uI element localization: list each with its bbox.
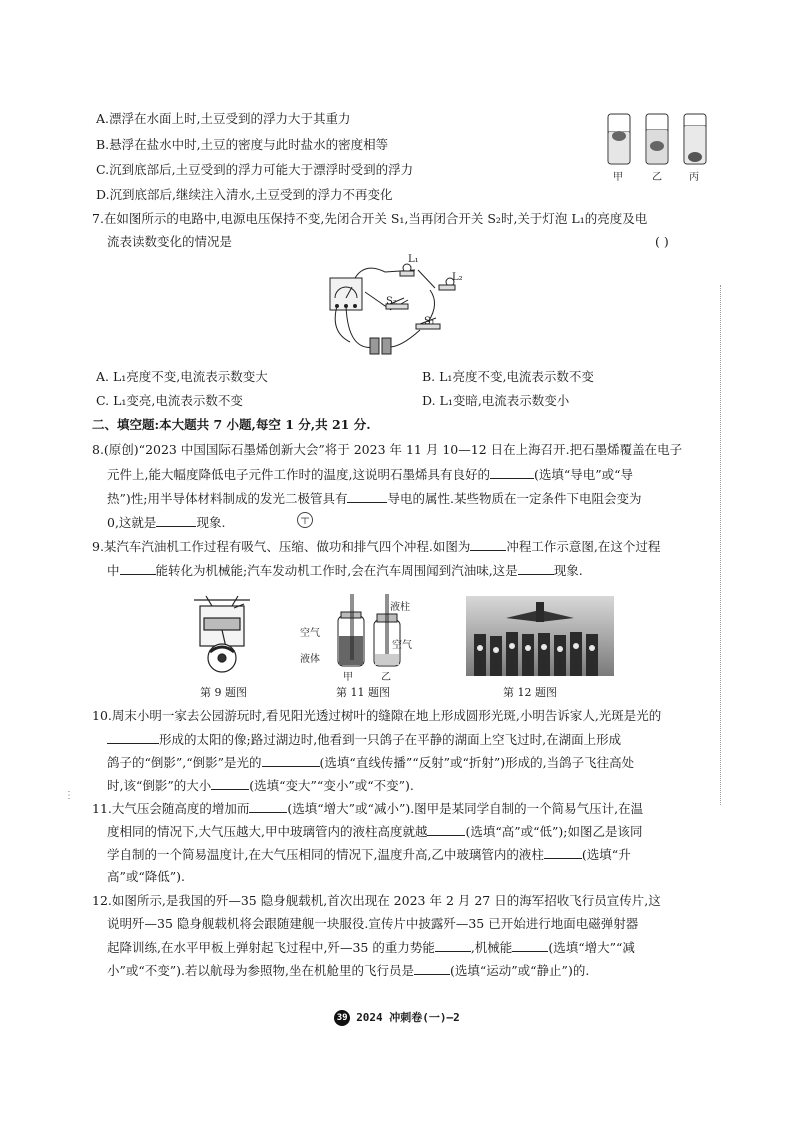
q8-text: (选填“导电”或“导 [533,467,634,482]
q12-text: ,机械能 [470,940,513,955]
q11-text: 学自制的一个简易温度计,在大气压相同的情况下,温度升高,乙中玻璃管内的液柱 [107,847,544,862]
q8-line1: 8.(原创)“2023 中国国际石墨烯创新大会”将于 2023 年 11 月 10—12 日在上海召开.把石墨烯覆盖在电子 [92,442,683,457]
q7-option-c: C. L₁变亮,电流表示数不变 [96,393,243,408]
q11-label-column: 液柱 [390,602,410,613]
q11-label-jia: 甲 [343,672,353,683]
q6-label-jia: 甲 [613,172,623,183]
q6-option-a: A.漂浮在水面上时,土豆受到的浮力大于其重力 [96,111,351,126]
q10-line2 [107,731,621,748]
q10-text: 形成的太阳的像;路过湖边时,他看到一只鸽子在平静的湖面上空飞过时,在湖面上形成 [159,732,622,747]
q10-blank-3[interactable] [211,777,249,790]
q11-line1 [92,800,643,817]
q12-blank-2[interactable] [512,939,548,952]
q6-option-b: B.悬浮在盐水中时,土豆的密度与此时盐水的密度相等 [96,137,389,152]
caption-fig9: 第 9 题图 [200,686,247,699]
q10-blank-2[interactable] [262,754,320,767]
q8-text: 元件上,能大幅度降低电子元件工作时的温度,这说明石墨烯具有良好的 [107,467,490,482]
q8-line4 [107,514,225,531]
q12-text: (选填“运动”或“静止”)的. [450,963,590,978]
q9-blank-3[interactable] [518,562,554,575]
q6-label-yi: 乙 [652,172,662,183]
q8-text: 热”)性;用半导体材料制成的发光二极管具有 [107,491,348,506]
q12-blank-3[interactable] [414,962,450,975]
q7-label-s2: S₂ [386,296,397,307]
q8-line2 [107,466,633,483]
q10-line1: 10.周末小明一家去公园游玩时,看见阳光透过树叶的缝隙在地上形成圆形光斑,小明告诉家人,光斑是光的 [92,708,662,723]
q8-blank-3[interactable] [156,514,196,527]
q7-answer-parens: ( ) [655,234,669,249]
q8-text: 现象. [196,515,226,530]
q12-photo-figure [466,596,614,676]
q8-text: 导电的属性.某些物质在一定条件下电阻会变为 [387,491,642,506]
q11-label-yi: 乙 [381,672,391,683]
q11-text: (选填“升 [581,847,631,862]
q7-circuit-figure [320,252,480,364]
q11-blank-2[interactable] [427,823,465,836]
q12-text: 起降训练,在水平甲板上弹射起飞过程中,歼—35 的重力势能 [107,940,435,955]
footer-text: 2024 冲刺卷(一)—2 [356,1011,460,1024]
q11-blank-1[interactable] [249,800,287,813]
q7-stem-line1: 7.在如图所示的电路中,电源电压保持不变,先闭合开关 S₁,当再闭合开关 S₂时,关于灯泡 L₁的亮度及电 [92,211,648,226]
q11-text: 度相同的情况下,大气压越大,甲中玻璃管内的液柱高度就越 [107,824,428,839]
q12-blank-1[interactable] [435,939,471,952]
q12-line1: 12.如图所示,是我国的歼—35 隐身舰载机,首次出现在 2023 年 2 月 27 日的海军招收飞行员宣传片,这 [92,893,661,908]
q8-line3 [107,490,641,507]
q11-label-air1: 空气 [300,628,320,639]
margin-dotted-line [720,285,721,805]
page-footer [0,1009,794,1026]
q10-text: 鸽子的“倒影”,“倒影”是光的 [107,755,262,770]
q8-blank-1[interactable] [490,466,534,479]
q7-label-s1: S₁ [424,316,435,327]
q9-line2 [107,562,583,579]
page-number-badge: 39 [334,1010,350,1026]
binding-dots: ⋮ [64,790,74,801]
q9-blank-2[interactable] [120,562,156,575]
q9-text: 9.某汽车汽油机工作过程有吸气、压缩、做功和排气四个冲程.如图为 [92,539,471,554]
q11-line2 [107,823,642,840]
q11-text: (选填“高”或“低”);如图乙是该同 [465,824,643,839]
q6-option-c: C.沉到底部后,土豆受到的浮力可能大于漂浮时受到的浮力 [96,162,414,177]
q6-label-bing: 丙 [689,172,699,183]
q9-text: 中 [107,563,120,578]
q9-line1 [92,538,660,555]
q12-line2: 说明歼—35 隐身舰载机将会跟随建舰一块服役.宣传片中披露歼—35 已开始进行地面电磁弹射器 [107,916,639,931]
q12-text: 小”或“不变”).若以航母为参照物,坐在机舱里的飞行员是 [107,963,414,978]
q9-text: 能转化为机械能;汽车发动机工作时,会在汽车周围闻到汽油味,这是 [155,563,518,578]
q7-option-a: A. L₁亮度不变,电流表示数变大 [96,369,268,384]
q12-line3 [107,939,635,956]
q10-text: (选填“直线传播”“反射”或“折射”)形成的,当鸽子飞往高处 [319,755,635,770]
q9-text: 现象. [553,563,583,578]
q7-option-d: D. L₁变暗,电流表示数变小 [422,393,570,408]
q12-line4 [107,962,589,979]
q9-engine-figure [186,594,258,678]
q9-blank-1[interactable] [470,538,506,551]
q10-line4 [107,777,414,794]
q11-text: 11.大气压会随高度的增加而 [92,801,250,816]
q7-label-l2: L₂ [452,272,463,283]
q6-option-d: D.沉到底部后,继续注入清水,土豆受到的浮力不再变化 [96,187,393,202]
q11-label-liquid: 液体 [300,654,320,665]
q11-line4: 高”或“降低”). [107,869,186,884]
section2-heading: 二、填空题:本大题共 7 小题,每空 1 分,共 21 分. [92,417,371,432]
caption-fig12: 第 12 题图 [503,686,557,699]
q11-line3 [107,846,631,863]
q7-stem-line2: 流表读数变化的情况是 [107,234,233,249]
q12-text: (选填“增大”“减 [548,940,635,955]
q9-text: 冲程工作示意图,在这个过程 [506,539,661,554]
q10-text: 时,该“倒影”的大小 [107,778,212,793]
q11-label-air2: 空气 [392,640,412,651]
q11-text: (选填“增大”或“减小”).图甲是某同学自制的一个简易气压计,在温 [287,801,644,816]
q11-blank-3[interactable] [544,846,582,859]
q10-blank-1[interactable] [107,731,159,744]
q7-option-b: B. L₁亮度不变,电流表示数不变 [422,369,594,384]
stamp-mark-icon [296,511,314,529]
q10-text: (选填“变大”“变小”或“不变”). [249,778,414,793]
q7-label-l1: L₁ [408,254,419,265]
q8-text: 0,这就是 [107,515,157,530]
q10-line3 [107,754,634,771]
caption-fig11: 第 11 题图 [336,686,390,699]
q8-blank-2[interactable] [347,490,387,503]
